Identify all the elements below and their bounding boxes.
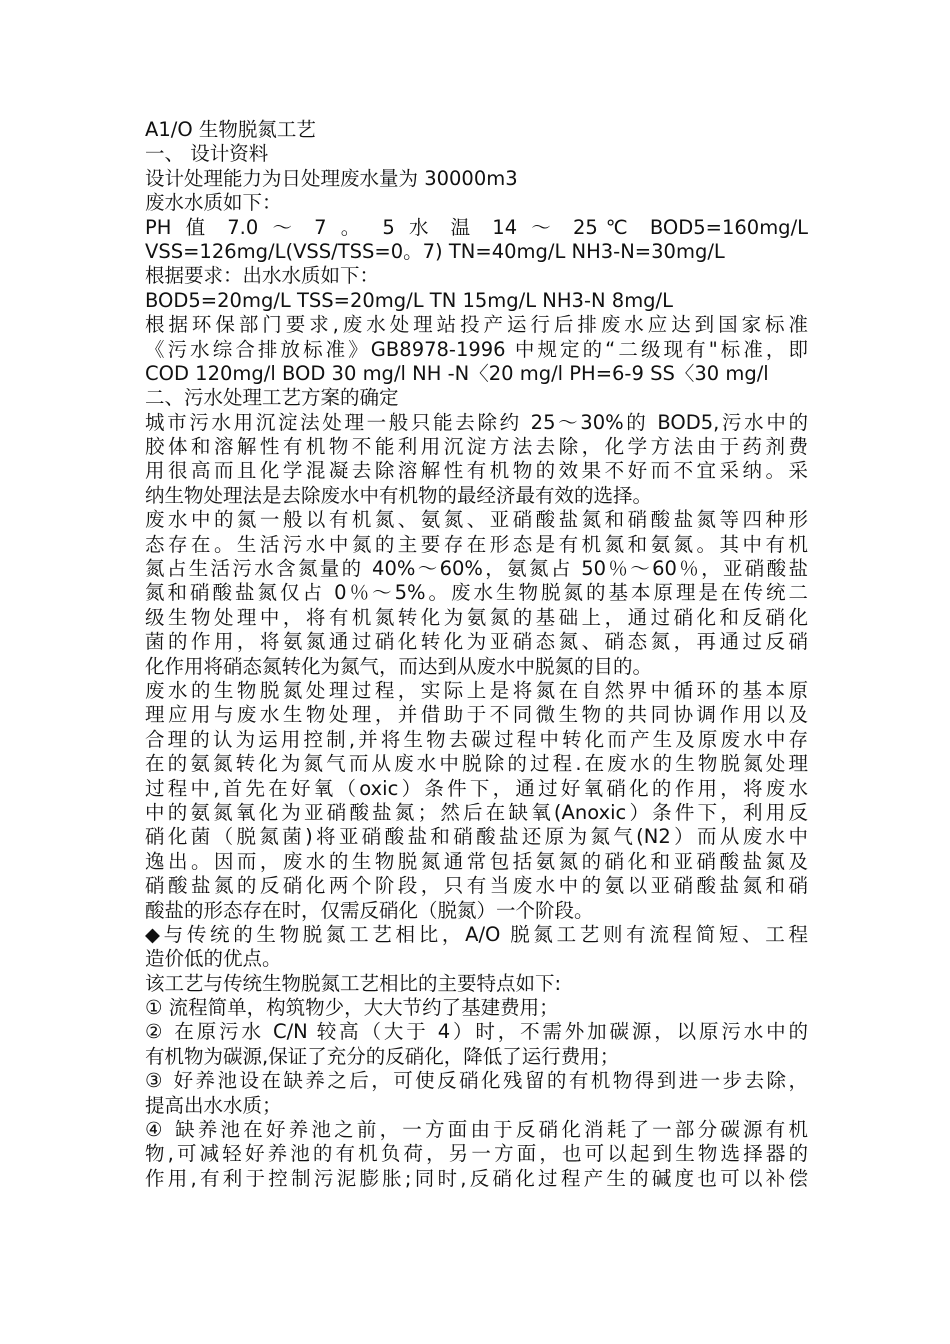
text-line: 造价低的优点。 bbox=[145, 947, 282, 971]
text-line: ◆与传统的生物脱氮工艺相比，A/O 脱氮工艺则有流程简短、工程 bbox=[145, 922, 808, 946]
text-line: 物,可减轻好养池的有机负荷，另一方面，也可以起到生物选择器的 bbox=[145, 1142, 808, 1166]
text-line: 根据环保部门要求,废水处理站投产运行后排废水应达到国家标准 bbox=[145, 313, 808, 337]
list-item: ④ 缺养池在好养池之前，一方面由于反硝化消耗了一部分碳源有机 bbox=[145, 1118, 808, 1142]
text-line: 态存在。生活污水中氮的主要存在形态是有机氮和氨氮。其中有机 bbox=[145, 532, 808, 556]
section-heading-2: 二、污水处理工艺方案的确定 bbox=[145, 386, 399, 410]
text-line: 城市污水用沉淀法处理一般只能去除约 25～30%的 BOD5,污水中的 bbox=[145, 410, 808, 434]
text-line: 设计处理能力为日处理废水量为 30000m3 bbox=[145, 166, 518, 190]
text-line: 过程中,首先在好氧（oxic）条件下，通过好氧硝化的作用，将废水 bbox=[145, 776, 808, 800]
text-line: 该工艺与传统生物脱氮工艺相比的主要特点如下: bbox=[145, 971, 562, 995]
text-line: 级生物处理中，将有机氮转化为氨氮的基础上，通过硝化和反硝化 bbox=[145, 605, 808, 629]
text-line: 纳生物处理法是去除废水中有机物的最经济最有效的选择。 bbox=[145, 483, 653, 507]
text-line: 用很高而且化学混凝去除溶解性有机物的效果不好而不宜采纳。采 bbox=[145, 459, 808, 483]
text-line: 氮和硝酸盐氮仅占 0％～5%。废水生物脱氮的基本原理是在传统二 bbox=[145, 581, 808, 605]
text-line: COD 120mg/l BOD 30 mg/l NH -N〈20 mg/l PH=6-9 SS〈30 mg/l bbox=[145, 361, 769, 385]
text-line: 氮占生活污水含氮量的 40%～60%，氨氮占 50％～60％，亚硝酸盐 bbox=[145, 557, 808, 581]
text-line: 酸盐的形态存在时，仅需反硝化（脱氮）一个阶段。 bbox=[145, 898, 594, 922]
section-heading-1: 一、 设计资料 bbox=[145, 142, 269, 166]
text-line: 废水中的氮一般以有机氮、氨氮、亚硝酸盐氮和硝酸盐氮等四种形 bbox=[145, 508, 808, 532]
text-line: 化作用将硝态氮转化为氮气，而达到从废水中脱氮的目的。 bbox=[145, 654, 653, 678]
text-line: 《污水综合排放标准》GB8978-1996 中规定的“二级现有"标准，即 bbox=[145, 337, 808, 361]
text-line: 废水水质如下： bbox=[145, 191, 282, 215]
text-line: PH 值 7.0 ～ 7 。 5 水 温 14 ～ 25℃ BOD5=160mg/L bbox=[145, 215, 808, 239]
list-item: ② 在原污水 C/N 较高（大于 4）时，不需外加碳源，以原污水中的 bbox=[145, 1020, 808, 1044]
document-page bbox=[145, 118, 808, 1191]
text-line: 胶体和溶解性有机物不能利用沉淀方法去除，化学方法由于药剂费 bbox=[145, 435, 808, 459]
text-line: 硝酸盐氮的反硝化两个阶段，只有当废水中的氨以亚硝酸盐氮和硝 bbox=[145, 874, 808, 898]
text-line: 菌的作用，将氨氮通过硝化转化为亚硝态氮、硝态氮，再通过反硝 bbox=[145, 630, 808, 654]
list-item: ③ 好养池设在缺养之后，可使反硝化残留的有机物得到进一步去除， bbox=[145, 1069, 808, 1093]
text-line: 中的氨氮氧化为亚硝酸盐氮；然后在缺氧(Anoxic）条件下，利用反 bbox=[145, 800, 808, 824]
text-line: 废水的生物脱氮处理过程，实际上是将氮在自然界中循环的基本原 bbox=[145, 678, 808, 702]
text-line: 硝化菌（脱氮菌)将亚硝酸盐和硝酸盐还原为氮气(N2）而从废水中 bbox=[145, 825, 808, 849]
text-line: 有机物为碳源,保证了充分的反硝化，降低了运行费用； bbox=[145, 1044, 620, 1068]
text-line: 理应用与废水生物处理，并借助于不同微生物的共同协调作用以及 bbox=[145, 703, 808, 727]
text-line: VSS=126mg/L(VSS/TSS=0。7) TN=40mg/L NH3-N=30mg/L bbox=[145, 239, 725, 263]
list-item: ① 流程简单，构筑物少，大大节约了基建费用； bbox=[145, 996, 559, 1020]
text-line: 逸出。因而，废水的生物脱氮通常包括氨氮的硝化和亚硝酸盐氮及 bbox=[145, 849, 808, 873]
text-line: 合理的认为运用控制,并将生物去碳过程中转化而产生及原废水中存 bbox=[145, 727, 808, 751]
text-line: 根据要求：出水水质如下： bbox=[145, 264, 380, 288]
text-line: 在的氨氮转化为氮气而从废水中脱除的过程.在废水的生物脱氮处理 bbox=[145, 752, 808, 776]
text-line: 作用,有利于控制污泥膨胀;同时,反硝化过程产生的碱度也可以补偿 bbox=[145, 1166, 808, 1190]
text-line: 提高出水水质； bbox=[145, 1093, 282, 1117]
doc-title: A1/O 生物脱氮工艺 bbox=[145, 118, 316, 141]
text-line: BOD5=20mg/L TSS=20mg/L TN 15mg/L NH3-N 8mg/L bbox=[145, 288, 673, 312]
